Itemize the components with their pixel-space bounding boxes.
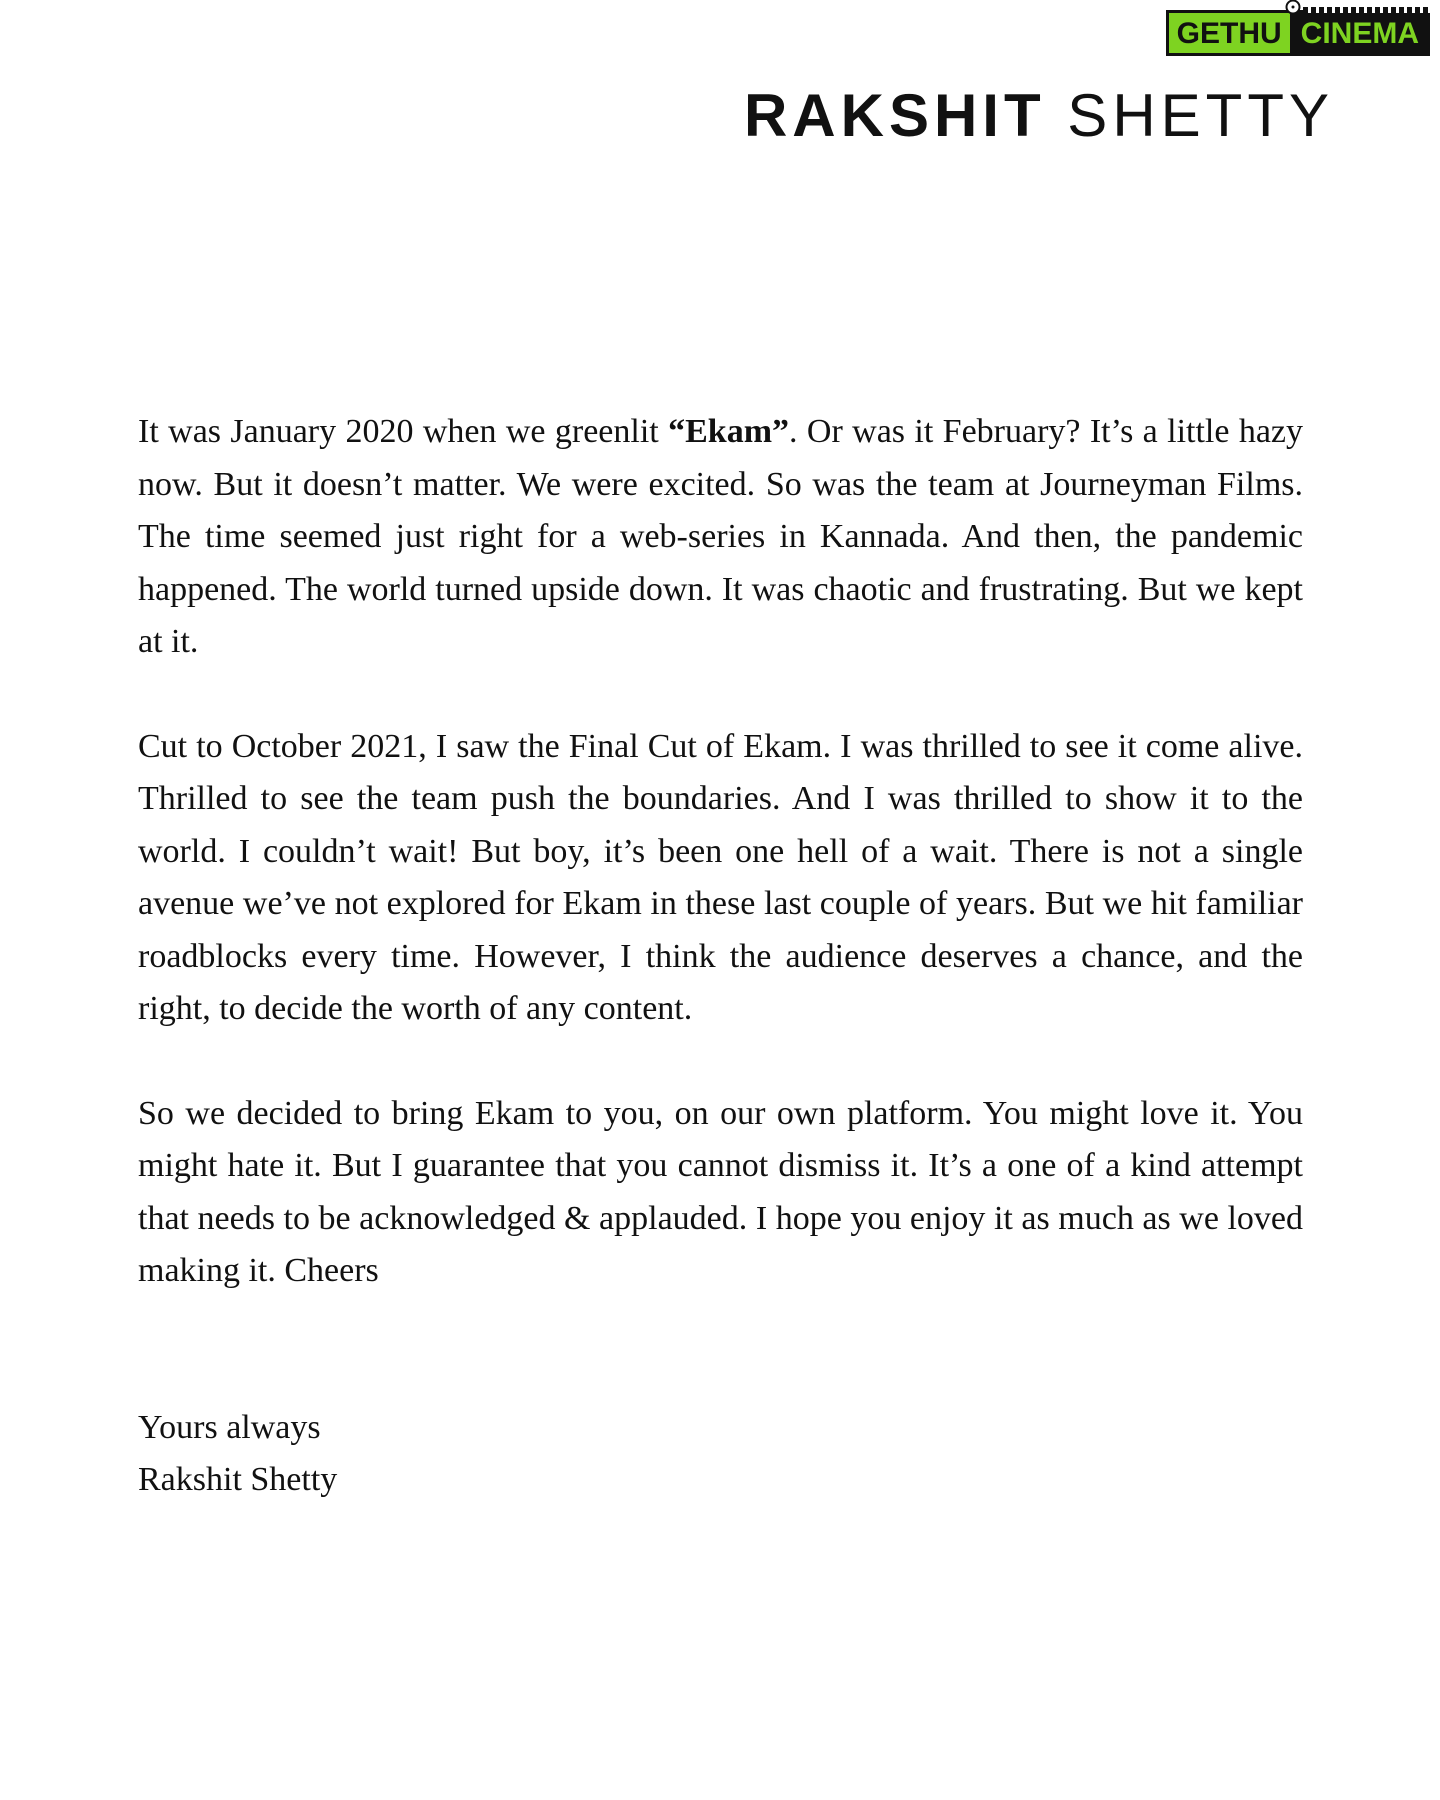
paragraph-2: Cut to October 2021, I saw the Final Cut of Ekam. I was thrilled to see it come alive. Thrilled to see the team push the boundaries. And I was thrilled to show it to the world. I couldn’t wait! But boy, it’s been one hell of a wait. There is not a single avenue we’ve not explored for Ekam in these last couple of years. But we hit familiar roadblocks every time. However, I think the audience deserves a chance, and the right, to decide the worth of any content.: [138, 727, 1303, 1027]
film-strip-icon: [1303, 7, 1430, 13]
paragraph-1-start: It was January 2020 when we greenlit: [138, 413, 669, 450]
watermark-part2: [1290, 10, 1430, 56]
letter-body: [138, 406, 1303, 1507]
watermark-part1: GETHU: [1166, 10, 1290, 56]
paragraph-3: So we decided to bring Ekam to you, on our own platform. You might love it. You might hate it. But I guarantee that you cannot dismiss it. It’s a one of a kind attempt that needs to be acknowledged & applauded. I hope you enjoy it as much as we loved making it. Cheers: [138, 1094, 1303, 1289]
brand-header: [743, 82, 1334, 149]
ekam-title: “Ekam”: [668, 413, 790, 450]
signoff: [138, 1402, 1303, 1507]
signature-name: Rakshit Shetty: [138, 1461, 338, 1498]
paragraph-1-rest: . Or was it February? It’s a little hazy now. But it doesn’t matter. We were excited. So was the team at Journeyman Films. The time seemed just right for a web-series in Kannada. And then, the pandemic happened. The world turned upside down. It was chaotic and frustrating. But we kept at it.: [138, 413, 1304, 660]
closing-line: Yours always: [138, 1408, 321, 1446]
film-reel-icon: [1285, 0, 1301, 15]
watermark-logo: [1166, 10, 1430, 56]
paragraph-1: [138, 406, 1303, 669]
brand-last-name: SHETTY: [1067, 82, 1334, 149]
brand-first-name: RAKSHIT: [743, 82, 1046, 149]
watermark-part2-text: CINEMA: [1300, 17, 1419, 50]
